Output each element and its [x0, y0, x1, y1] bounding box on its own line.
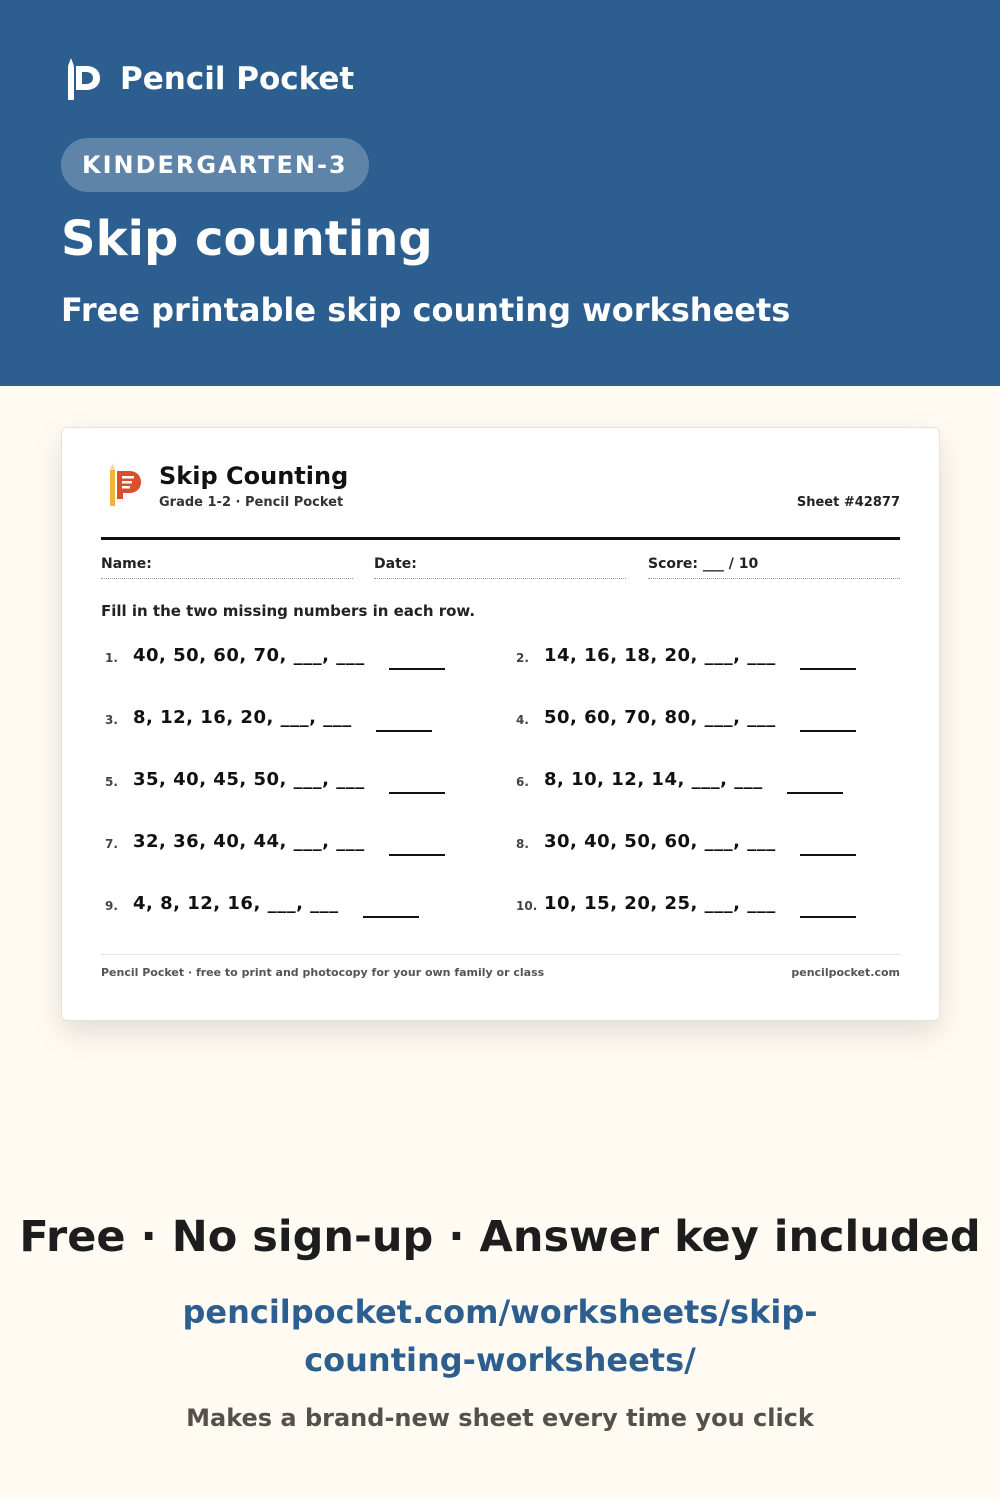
problem-number: 1. [105, 651, 118, 665]
page-subtitle: Free printable skip counting worksheets [61, 291, 791, 329]
instructions: Fill in the two missing numbers in each row. [101, 602, 476, 620]
answer-line [389, 854, 445, 856]
problem-item [512, 704, 856, 744]
problem-item [101, 642, 445, 682]
page-title: Skip counting [61, 211, 433, 267]
score-field: Score: ___ / 10 [648, 554, 900, 579]
pencil-pocket-logo-icon [64, 56, 104, 102]
answer-line [800, 916, 856, 918]
problem-number: 10. [516, 899, 538, 913]
problem-sequence: 10, 15, 20, 25, ___, ___ [544, 893, 776, 914]
footer-divider [101, 954, 900, 955]
problem-item [512, 642, 856, 682]
answer-line [800, 668, 856, 670]
answer-line [376, 730, 432, 732]
answer-line [800, 854, 856, 856]
brand-name: Pencil Pocket [120, 61, 355, 97]
problem-sequence: 8, 10, 12, 14, ___, ___ [544, 769, 763, 790]
problem-number: 6. [516, 775, 529, 789]
problem-item [101, 766, 445, 806]
problem-sequence: 50, 60, 70, 80, ___, ___ [544, 707, 776, 728]
promo-headline: Free · No sign-up · Answer key included [19, 1212, 981, 1262]
answer-line [363, 916, 419, 918]
worksheet-link[interactable]: pencilpocket.com/worksheets/skip-counting-worksheets/ [182, 1293, 818, 1379]
date-field: Date: [374, 554, 626, 579]
worksheet-footer-site: pencilpocket.com [791, 966, 900, 979]
problem-sequence: 4, 8, 12, 16, ___, ___ [133, 893, 339, 914]
problem-sequence: 40, 50, 60, 70, ___, ___ [133, 645, 365, 666]
worksheet-preview[interactable] [61, 427, 940, 1021]
worksheet-footer-note: Pencil Pocket · free to print and photocopy for your own family or class [101, 966, 545, 979]
answer-line [787, 792, 843, 794]
problem-item [512, 890, 856, 930]
problem-item [512, 828, 856, 868]
problem-sequence: 35, 40, 45, 50, ___, ___ [133, 769, 365, 790]
problem-item [101, 704, 432, 744]
worksheet-meta: Grade 1-2 · Pencil Pocket [159, 495, 344, 510]
problem-number: 7. [105, 837, 118, 851]
sheet-number: Sheet #42877 [796, 495, 900, 510]
problem-number: 3. [105, 713, 118, 727]
problem-item [101, 890, 419, 930]
pencil-pocket-color-logo-icon [106, 462, 146, 508]
problem-sequence: 14, 16, 18, 20, ___, ___ [544, 645, 776, 666]
problem-number: 9. [105, 899, 118, 913]
worksheet-title: Skip Counting [159, 462, 349, 490]
problem-sequence: 8, 12, 16, 20, ___, ___ [133, 707, 352, 728]
answer-line [800, 730, 856, 732]
name-field: Name: [101, 554, 353, 579]
header-divider [101, 537, 900, 540]
problem-number: 4. [516, 713, 529, 727]
problem-number: 2. [516, 651, 529, 665]
problem-sequence: 32, 36, 40, 44, ___, ___ [133, 831, 365, 852]
problem-item [512, 766, 843, 806]
problem-number: 5. [105, 775, 118, 789]
answer-line [389, 792, 445, 794]
problem-item [101, 828, 445, 868]
problem-sequence: 30, 40, 50, 60, ___, ___ [544, 831, 776, 852]
brand[interactable] [64, 56, 354, 102]
promo-tagline: Makes a brand-new sheet every time you click [186, 1404, 814, 1432]
hero-header [0, 0, 1000, 386]
problem-number: 8. [516, 837, 529, 851]
grade-range-badge: KINDERGARTEN-3 [61, 138, 369, 192]
answer-line [389, 668, 445, 670]
